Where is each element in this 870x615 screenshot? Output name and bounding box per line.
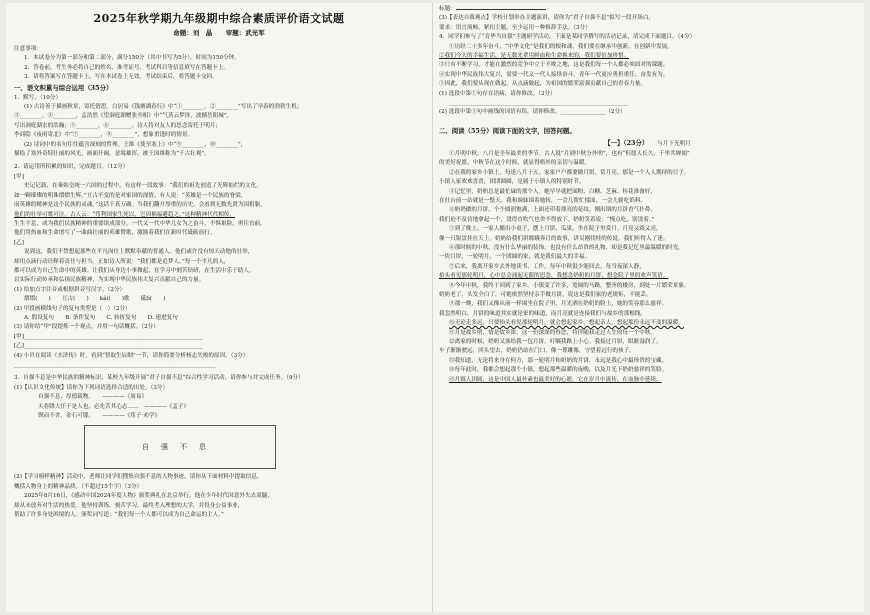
note-line: 2．答卷前，考生务必将自己的姓名、准考证号、考试科目等信息填写在答题卡上。 [24,64,229,71]
part-subtitle: 与月下光明月 [657,140,691,147]
question-heading: 1．默写。（10分） [14,94,62,101]
note-line: 1．本试卷分为第一部分和第二部分，满分150分（其中书写为5分），时间为150分钟。 [24,55,240,62]
essay-line: ⑥那时候的中秋，没有什么华丽的装饰，也没有什么昂贵的礼物，却是我记忆里最温暖的时光。 [449,244,684,251]
sub-question: (2) 甲段画横线句子的复句类型是（ ）（2分） [14,305,131,312]
title-label: 标题： [439,3,856,14]
question-heading: 3．自强不息是中华民族的精神标识，某校九年级开展“君子自强不息”综合性学习活动，请你参与并完成任务。（9分） [14,375,304,382]
passage-line: 以实际行动传承和弘扬民族精神，为实现中华民族伟大复兴贡献自己的力量。 [14,277,205,284]
answer-blank[interactable]: ________________________________________________________________ [449,100,628,107]
essay-line: ⑦后来，我离开家乡去外地读书、工作，每年中秋很少能回去。每当夜深人静， [449,263,645,270]
essay-line-underlined: ⑮月圆人团圆，这是中国人最朴素也最美好的心愿，它在岁月中流传，在血脉中延续。 [449,376,662,383]
question-heading: 4．同学们参与了“育华当自强”主题研学活动，下面是某同学撰写的活动记录，请完成下面题目。（4分） [439,34,696,41]
reviewer-name: 审题：武光军 [225,29,265,37]
answer-box[interactable] [84,425,276,469]
question-line: 李商隐《夜雨寄北》中“⑦________，⑧________”，想象重逢时的情景。 [14,132,194,139]
sub-question: (2)【学习榜样精神】活动中，老师让同学们搜集自强不息的人物事迹，请你从下面材料中提取信息， [14,474,263,481]
sub-question: (2) 选段中第⑤句中画线的词语有误，请你修改。________________（2分） [439,109,626,116]
question-line: (1) 古诗善于描画秋景，寄托情思。白居易《钱塘湖春行》中“①________，②________”写出了早春的勃勃生机； [24,104,303,111]
quote-line: 天将降大任于是人也，必先苦其心志…… ————《孟子》 [38,403,190,410]
passage-tag: [乙] [14,239,24,246]
sub-question: 概括人物身上的精神品质。（不超过15个字）（3分） [14,483,143,490]
essay-line: ⑫离家的时候，奶奶又塞给我一包月饼，叮嘱我路上小心。我接过月饼，眼眶湿润了。 [449,339,662,345]
record-line: ⑤因此，我们要从现在做起，从点滴做起，为祖国的繁荣富强贡献自己的青春力量。 [439,81,646,88]
passage-line: 如一颗璀璨的明珠熠熠生辉。”亘古不变的是对家国的深情。有人说：“英雄是一个民族的脊梁， [14,192,247,199]
question-heading: 2．请运用所积累的知识，完成题目。（12分） [14,164,129,171]
essay-line: ⑬我知道，无论将来身在何方，那一轮明月和奶奶的月饼，永远是我心中最珍贵的宝藏。 [449,357,668,364]
sub-question: (1) 选段中第①句存在语病，请你修改。（2分） [439,90,556,97]
question-line: (2) 诗词中的名句往往蕴含深刻的哲理。王维《使至塞上》中“⑨________，⑩________”， [24,141,247,148]
setter-name: 命题：刘 晶 [173,29,213,37]
essay-line: 奶奶老了，头发全白了，可她依然坚持亲手做月饼，说这是我们家的老规矩，不能丢。 [439,291,652,298]
question-line: 描绘了塞外奇特壮丽的风光，画面开阔，意境雄浑，被王国维称为“千古壮观”。 [14,151,210,158]
passage-line: 史记记载，在秦始皇统一六国的过程中，有这样一段故事：“我们的祖先创造了光辉灿烂的文化， [24,183,262,190]
byline [14,27,424,39]
essay-line: 我们迫不及待地拿起一个，烫得直吹气也舍不得放下。奶奶笑着说：“慢点吃，别烫着。” [439,216,655,223]
sub-question: (1)【认识文化传统】请你为下列词语选择合适的出处。（3分） [14,384,169,391]
passage-line: 他们用热血和生命谱写了一曲曲壮丽的英雄赞歌，激励着我们在新时代砥砺前行。 [14,230,216,237]
essay-line: 像一只银盘挂在天上。奶奶给我们讲嫦娥奔月的故事，讲吴刚伐桂的传说，我们听得入了迷。 [439,235,669,242]
answer-blank[interactable]: [甲]________________________________________________________________ [14,333,203,340]
section-heading: 一、语文积累与综合运用（35分） [14,83,113,92]
record-line: ①历经二十多年奋斗，“中华文化”是我们的根和魂，我们要在继承中创新，在创新中发展。 [449,43,673,50]
sub-question: (3) 请你给“甲”段提炼一个观点，并用一句话概括。（2分） [14,324,159,331]
exam-sheet [6,3,864,612]
essay-line: 小镇人家欢欢喜喜，团团圆圆，是属于小镇人的特别时节。 [439,179,585,186]
passage-line: 却用点滴行动诠释着责任与担当。正如诗人所说：“我们都是追梦人。”每一个平凡的人， [14,258,230,265]
essay-line: ⑧今年中秋，我终于回到了家乡。小镇变了许多，宽阔的马路，整齐的楼房，到处一片繁荣景象。 [449,282,690,289]
question-line: ③________，④________，孟浩然《望洞庭湖赠张丞相》中“气蒸云梦泽，波撼岳阳城”， [14,113,233,120]
passage-line: 说到这，我们不禁想起那些在平凡岗位上默默奉献的普通人。他们或许没有惊天动地的壮举， [24,249,254,256]
quote-line: 锲而不舍，金石可镂。 ————《荀子·劝学》 [38,413,161,420]
essay-line: ⑪月是故乡明，情是故乡浓。这一份深深的眷恋，将伴随我走过人生的每一个中秋。 [449,329,656,336]
essay-line: ⑭每年此时，我都会想起那个小镇，想起那些温暖的夜晚，以及月光下奶奶慈祥的笑脸。 [449,367,668,374]
essay-line: 车子渐渐驶远，回头望去，奶奶仍站在门口，像一尊雕像，守望着远行的孩子。 [439,348,635,355]
essay-line: 我忽然明白，月饼的味道其实就是家的味道，而月亮就是连接我们与故乡的那根线。 [439,310,646,317]
question-line: 写出洞庭湖水的浩瀚；⑤________，⑥________。诗人将对友人的思念寄托于明月； [14,122,221,129]
passage-line: 都可以成为自己生命中的英雄。让我们从身边小事做起，在学习中刻苦钻研，在生活中乐于助人， [14,267,255,274]
news-line: 2025年8月16日，《感动中国2024年度人物》颁奖典礼在北京举行。他在少年时代因意外失去双腿， [24,493,273,500]
sub-question: (4) 小贝在阅读《水浒传》时，看到“智取生辰纲”一节，请你简要分析杨志失败的原因。（3分） [14,352,249,359]
sub-question: (1) 给加点字注音或根据拼音写汉字。（2分） [14,286,126,293]
news-line: 却从未放弃对生活的热爱。他坚持训练、刻苦学习，最终考入理想的大学，并投身公益事业， [14,502,244,509]
essay-line: ⑨那一晚，我们又像从前一样围坐在院子里。月光洒在奶奶的脸上，她的笑容那么慈祥。 [449,301,668,308]
essay-line: 的美好祝愿。中秋节在这个时候，就显得格外的亲切与温暖。 [439,160,591,167]
answer-blank[interactable]: [乙]________________________________________________________________ [14,343,203,350]
notes-heading: 注意事项： [14,46,42,52]
answer-box-label: 自强不息 [142,443,218,452]
essay-line: 在灶台前一站就是一整天。我和妹妹围着她转，一会儿帮忙揉面，一会儿偷吃馅料。 [439,197,646,204]
quote-line: 自强不息，厚德载物。 ————《周易》 [38,394,148,401]
passage-line: 而英雄的精神是这个民族的灵魂。”这话千真万确。当我们翻开厚重的历史，会看到无数先贤为国捐躯， [14,202,266,209]
essay-line: 一块月饼，一轮明月，一个团圆的家，就是我们最大的幸福。 [439,254,591,261]
essay-line-wavy: ⑩无论走多远，只要抬头看见那轮明月，就会想起家乡，想起亲人，想起那份永远不变的温暖。 [449,320,684,327]
note-line: 3．请将答案写在答题卡上，写在本试卷上无效。考试结束后，将答题卡交回。 [24,74,218,81]
title-blank[interactable] [456,3,546,10]
passage-line-underlined: 他们的壮举可歌可泣。古人云：“苟利国家生死以，岂因祸福避趋之。”这种精神代代相传， [14,211,236,218]
record-line-underlined: ②我们今天的幸福生活，是无数先辈用鲜血和生命换来的，我们要倍加珍惜。 [439,53,630,60]
question-line: 要求：语言流畅，紧扣主题，至少运用一种修辞手法。（3分） [439,24,591,31]
news-line: 帮助了许多身处困境的人。颁奖词写道：“我们每一个人都可以成为自己命运的主人。” [14,512,224,519]
essay-line: ①月明中秋，八月是全年最美的季节。古人说“月到中秋分外明”，也有“但愿人长久，千里共婵娟” [449,150,690,157]
part-title: 【一】（23分） 与月下光明月 [604,138,691,147]
section-heading: 二、阅读（55分）阅读下面的文字，回答问题。 [439,126,576,135]
right-column [432,3,864,612]
essay-line-underlined: 抬头看见那轮明月，心中总会涌起无限的思念。我想念奶奶的月饼，想念院子里的欢声笑语。 [439,273,669,280]
answer-options: A. 假设复句 B. 条件复句 C. 转折复句 D. 递进复句 [24,314,178,321]
answer-blank[interactable]: ________________________________________________________________________ [14,362,216,368]
essay-line: ③记忆里，奶奶总是最忙碌的那个人。她早早就把面粉、白糖、芝麻、桂花准备好， [449,188,656,195]
essay-line: ④奶奶做的月饼，个个圆润饱满，上面还印着漂亮的花纹。刚出锅的月饼香气扑鼻， [449,207,656,214]
record-line: ③只有不断学习，才能在激烈的竞争中立于不败之地，这是我们每一个人都必须面对的课题。 [439,62,669,69]
sub-question: 熠熠( ) 亘古( ) kǎi( )歌 砥lì( ) [24,296,166,303]
essay-line: ⑤到了晚上，一家人搬出小桌子，摆上月饼、瓜果，坐在院子里赏月。月亮又圆又亮， [449,226,662,233]
question-line: (3)【表达自我观点】学校计划举办主题演讲，请你为“君子自强不息”拟写一段开场白， [439,15,655,22]
essay-line: ②在我的家乡小镇上，每逢八月十五，家家户户都要做月饼、赏月亮。那是一个人人期待的日子， [449,169,690,176]
left-column [6,3,430,612]
record-line: ④实现中华民族伟大复兴，需要一代又一代人接续奋斗，青年一代更应勇担重任、奋发有为。 [439,71,669,78]
passage-line: 生生不息，成为我们民族精神的重要组成部分。一代又一代中华儿女为之奋斗，不惧艰险，勇往直前。 [14,220,266,227]
passage-tag: [甲] [14,173,24,180]
document-title: 2025年秋学期九年级期中综合素质评价语文试题 [93,12,345,25]
